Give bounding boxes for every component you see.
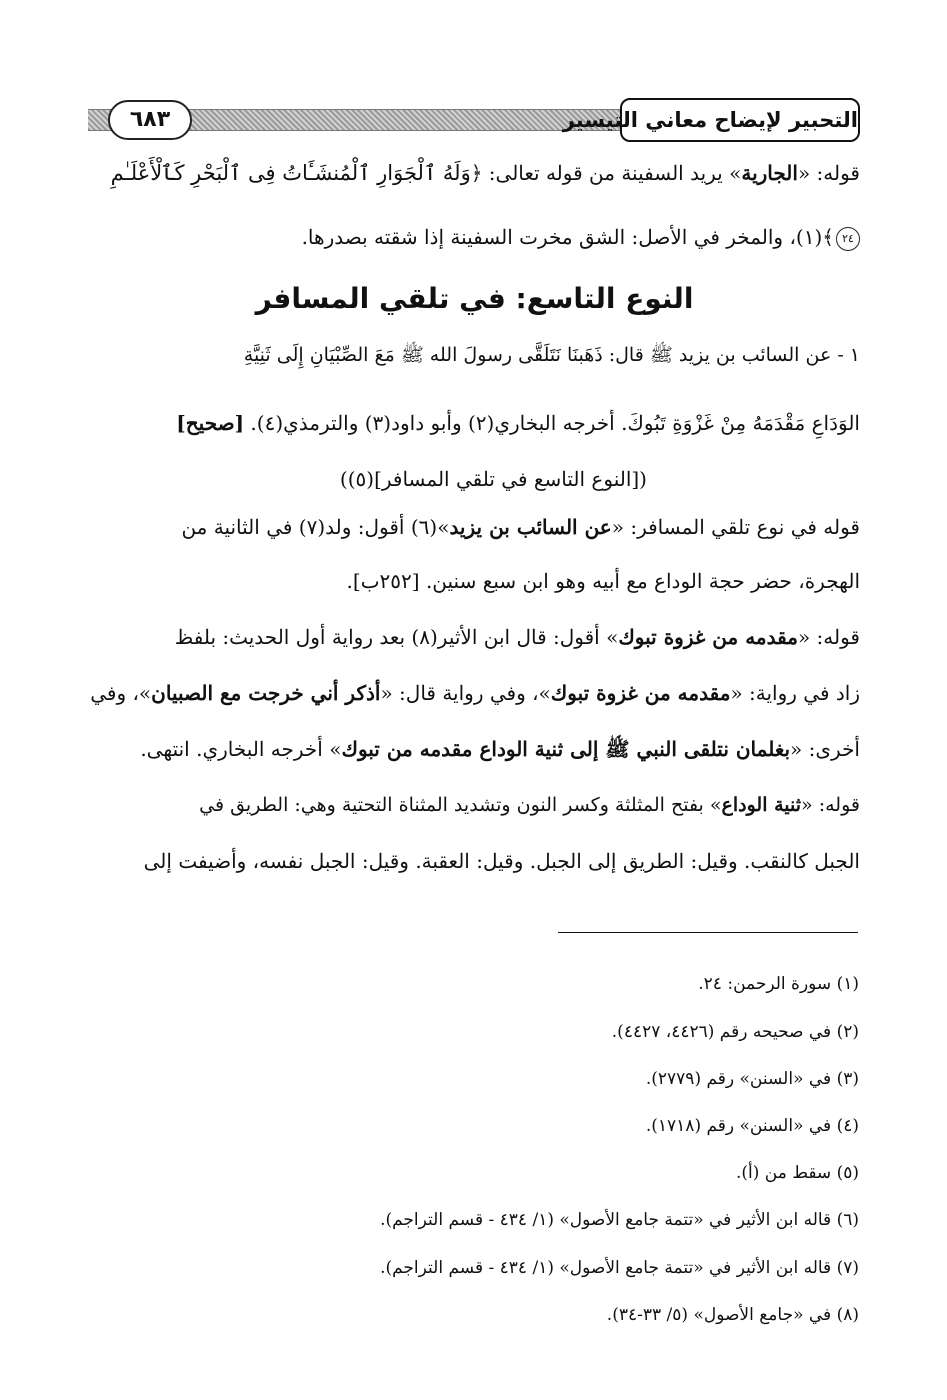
paragraph-line: قوله: «الجارية» يريد السفينة من قوله تعالى: ﴿وَلَهُ ٱلْجَوَارِ ٱلْمُنشَـَٔاتُ فِى ٱلْبَحْرِ كَٱلْأَعْلَـٰمِ (110, 161, 860, 185)
hadith-line: ([النوع التاسع في تلقي المسافر](٥)) (339, 467, 647, 491)
footnote: (٤) في «السنن» رقم (١٧١٨). (645, 1116, 859, 1136)
footnote-separator (558, 932, 858, 933)
paragraph-line: قوله: «ثنية الوداع» بفتح المثلثة وكسر النون وتشديد المثناة التحتية وهي: الطريق في (199, 794, 860, 816)
footnote: (٣) في «السنن» رقم (٢٧٧٩). (645, 1069, 859, 1089)
paragraph-line: قوله: «مقدمه من غزوة تبوك» أقول: قال ابن الأثير(٨) بعد رواية أول الحديث: بلفظ (174, 625, 860, 649)
paragraph-line: قوله في نوع تلقي المسافر: «عن السائب بن يزيد»(٦) أقول: ولد(٧) في الثانية من (181, 515, 860, 539)
paragraph-line: الجبل كالنقب. وقيل: الطريق إلى الجبل. وقيل: العقبة. وقيل: الجبل نفسه، وأضيفت إلى (143, 849, 860, 873)
paragraph-line: زاد في رواية: «مقدمه من غزوة تبوك»، وفي رواية قال: «أذكر أني خرجت مع الصبيان»، وفي (90, 681, 860, 705)
paragraph-line: ٢٤﴾(١)، والمخر في الأصل: الشق مخرت السفينة إذا شقته بصدرها. (85, 222, 860, 252)
hadith-line: ١ - عن السائب بن يزيد ﷺ قال: ذَهَبنَا نَتَلَقَّى رسولَ الله ﷺ مَعَ الصِّبْيَانِ إِلَى ثَنِيَّةِ (243, 344, 860, 366)
running-title: التحبير لإيضاح معاني التيسير (620, 98, 860, 142)
footnote: (٧) قاله ابن الأثير في «تتمة جامع الأصول» (١/ ٤٣٤ - قسم التراجم). (380, 1258, 859, 1278)
footnote: (١) سورة الرحمن: ٢٤. (698, 974, 859, 994)
footnote: (٢) في صحيحه رقم (٤٤٢٦، ٤٤٢٧). (611, 1022, 859, 1042)
quran-verse: وَلَهُ ٱلْجَوَارِ ٱلْمُنشَـَٔاتُ فِى ٱلْبَحْرِ كَٱلْأَعْلَـٰمِ (110, 161, 471, 185)
section-heading: النوع التاسع: في تلقي المسافر (255, 282, 694, 315)
hadith-line: الوَدَاعِ مَقْدَمَهُ مِنْ غَزْوَةِ تَبُوكَ. أخرجه البخاري(٢) وأبو داود(٣) والترمذي(٤). [صحيح] (176, 411, 860, 435)
paragraph-line: الهجرة، حضر حجة الوداع مع أبيه وهو ابن سبع سنين. [٢٥٢ب]. (346, 569, 860, 593)
ayah-number-marker: ٢٤ (836, 227, 860, 251)
running-header (88, 98, 860, 144)
page-number: ٦٨٣ (108, 100, 192, 140)
paragraph-line: أخرى: «بغلمان نتلقى النبي ﷺ إلى ثنية الوداع مقدمه من تبوك» أخرجه البخاري. انتهى. (140, 737, 860, 761)
footnote: (٥) سقط من (أ). (735, 1163, 859, 1183)
footnote: (٦) قاله ابن الأثير في «تتمة جامع الأصول» (١/ ٤٣٤ - قسم التراجم). (380, 1210, 859, 1230)
grading-label: [صحيح] (176, 411, 245, 435)
footnote: (٨) في «جامع الأصول» (٥/ ٣٣-٣٤). (606, 1305, 859, 1325)
